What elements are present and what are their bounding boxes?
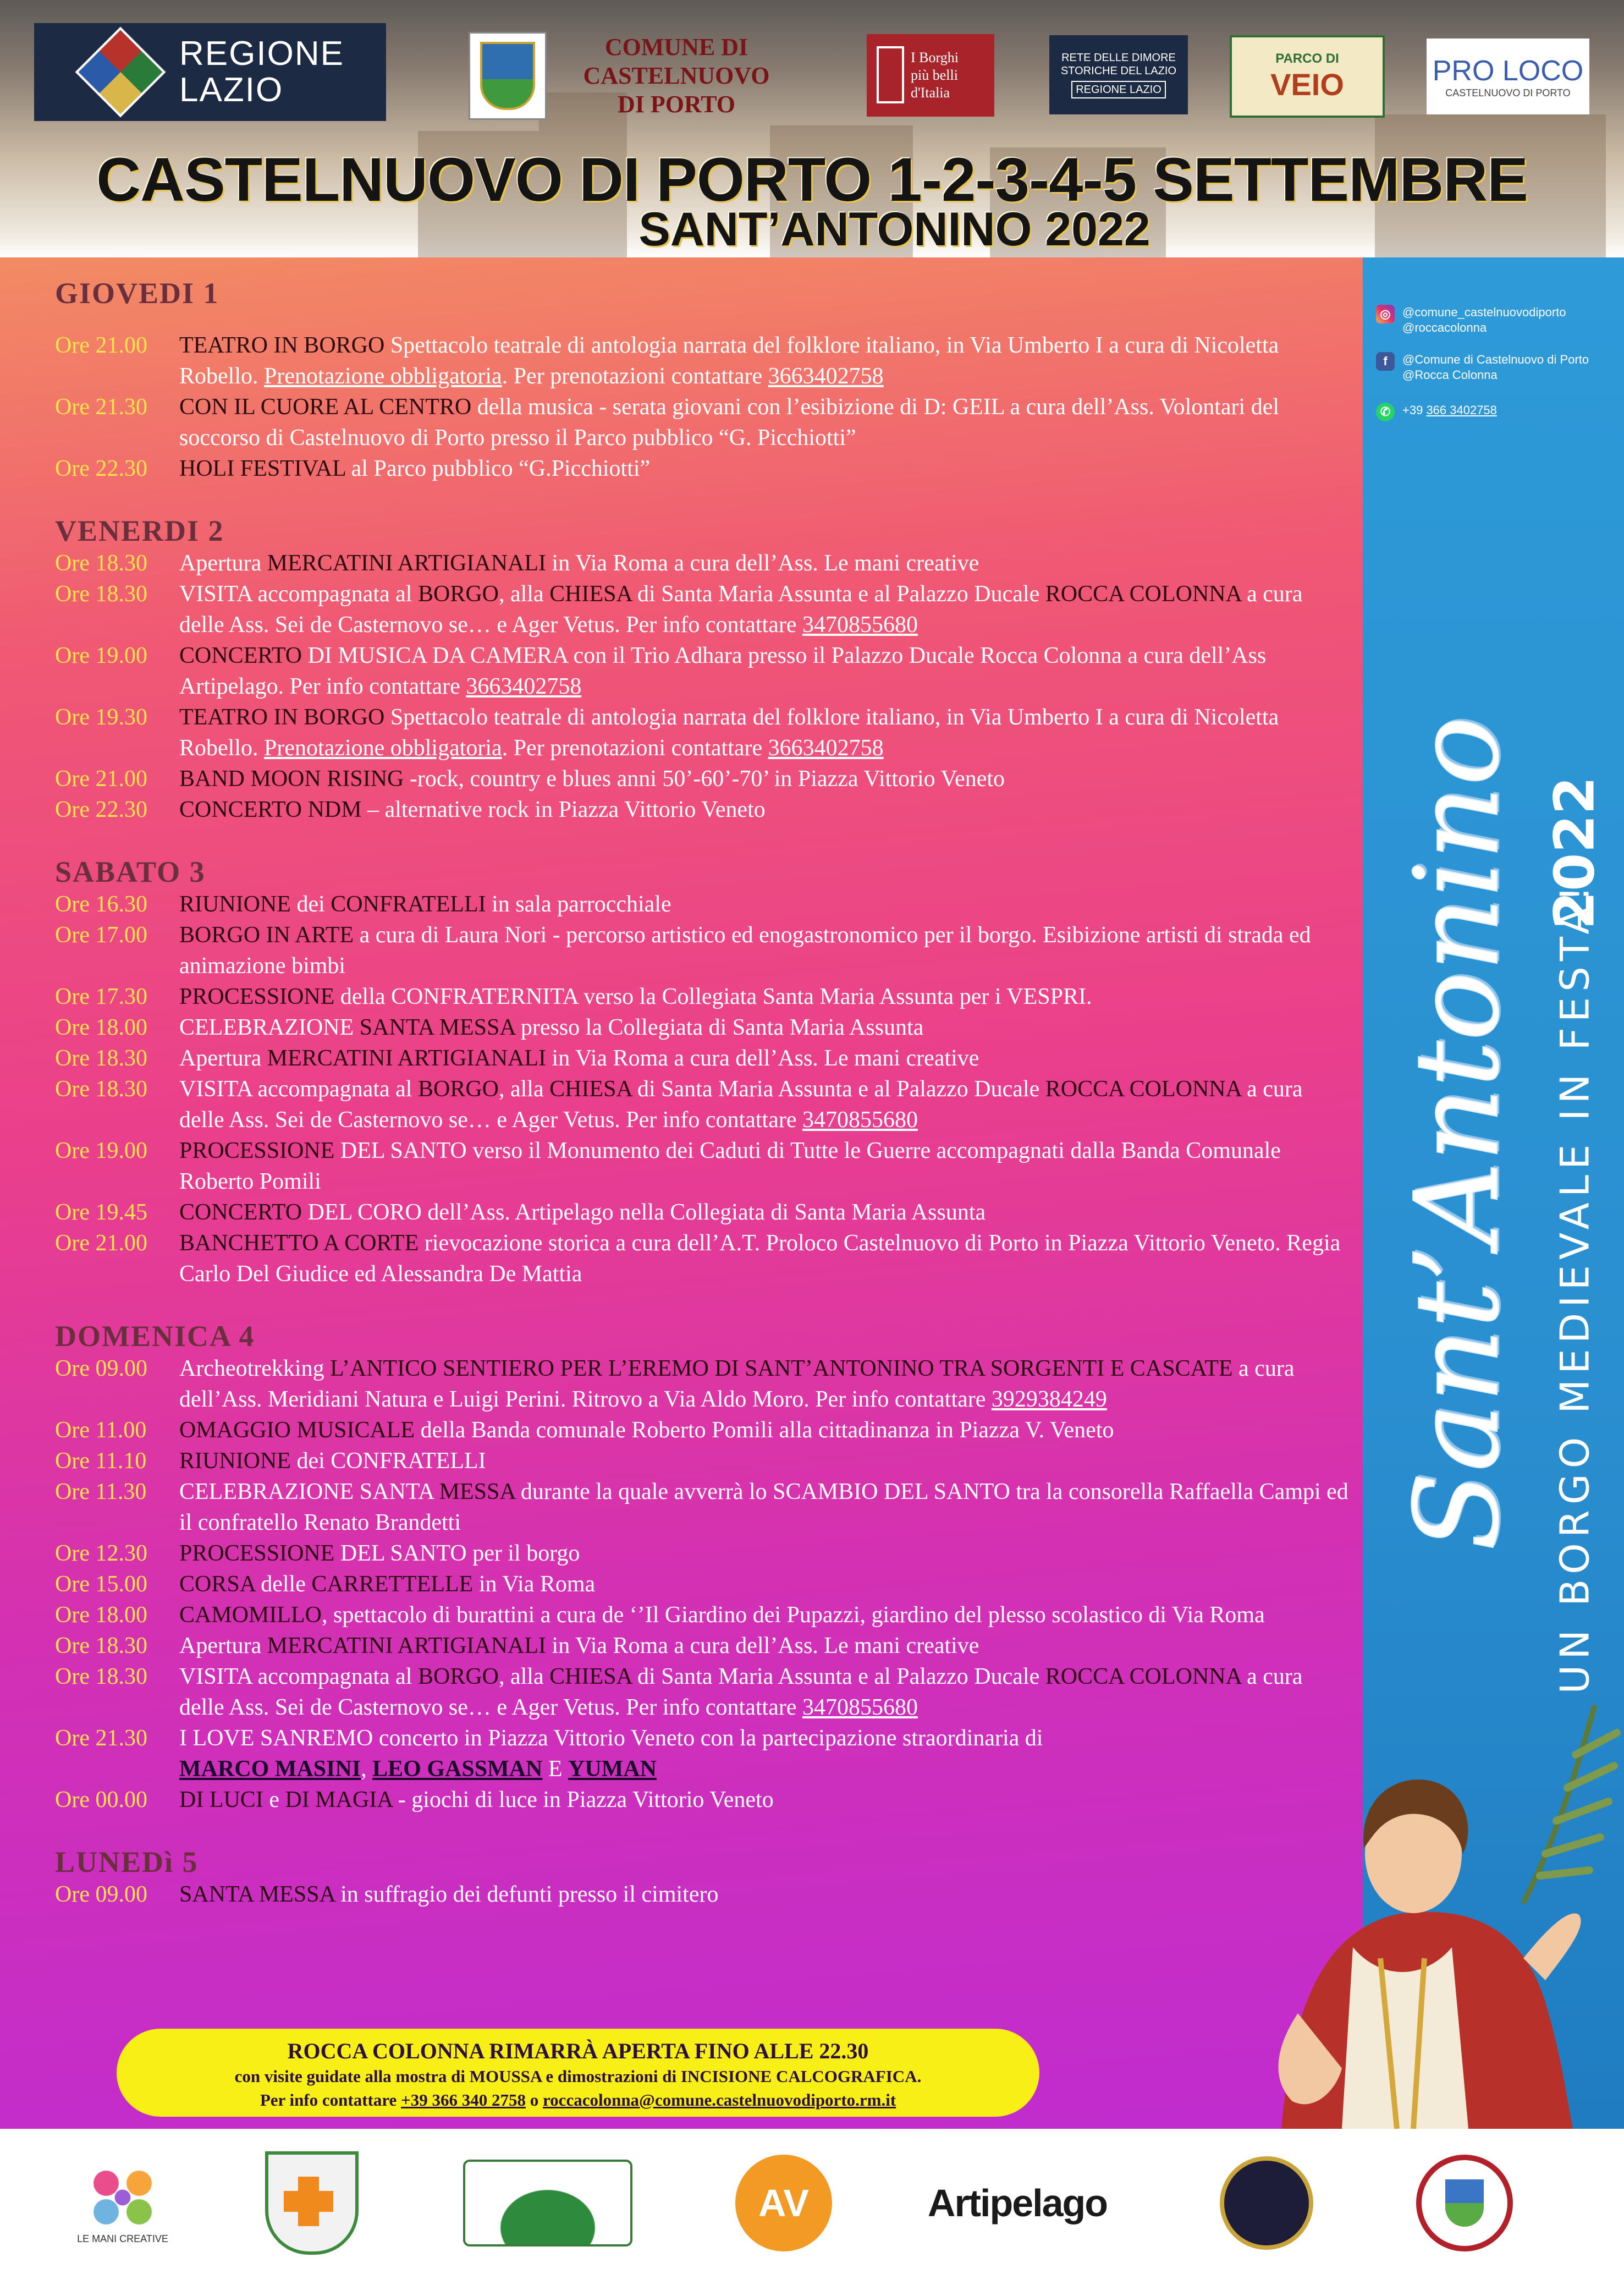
event-row (55, 330, 1353, 392)
event-time: Ore 18.30 (55, 581, 147, 607)
event-time: Ore 19.30 (55, 705, 147, 730)
instagram-icon: ◎ (1376, 305, 1395, 323)
event-highlight: BORGO IN ARTE (179, 922, 354, 948)
event-highlight: BORGO (417, 581, 499, 607)
event-highlight: BAND MOON RISING (179, 766, 404, 792)
event-highlight: PROCESSIONE (179, 1541, 335, 1566)
instagram-handle[interactable]: @roccacolonna (1402, 321, 1487, 334)
event-time: Ore 15.00 (55, 1572, 147, 1597)
event-text: . Per prenotazioni contattare (502, 364, 768, 389)
event-highlight: DI MAGIA (285, 1787, 393, 1812)
logo-word: PARCO DI (1275, 51, 1339, 66)
sei-de-casternovo-logo (1412, 2151, 1517, 2255)
event-row (55, 889, 1353, 920)
meridiani-natura-logo (462, 2151, 634, 2255)
event-highlight: PROCESSIONE (179, 984, 335, 1009)
event-row (55, 1043, 1353, 1074)
facebook-handle[interactable]: @Rocca Colonna (1402, 368, 1498, 382)
event-time: Ore 21.00 (55, 1231, 147, 1256)
event-text: a cura delle Ass. Sei de Casternovo se… e Ager Vetus. Per info contattare (179, 1664, 1303, 1720)
event-row (55, 1476, 1353, 1538)
event-highlight: SANTA MESSA (359, 1015, 515, 1040)
event-row (55, 764, 1353, 794)
lazio-crest-icon (75, 27, 166, 118)
event-highlight: CARRETTELLE (311, 1572, 474, 1597)
logo-word: DI PORTO (617, 91, 735, 118)
event-time: Ore 22.30 (55, 456, 147, 481)
event-time: Ore 11.00 (55, 1418, 147, 1443)
event-time: Ore 17.00 (55, 922, 147, 948)
event-time: Ore 18.00 (55, 1602, 147, 1628)
event-highlight: TEATRO IN BORGO (179, 705, 385, 730)
day-heading: SABATO 3 (55, 855, 206, 888)
event-highlight: TEATRO IN BORGO (179, 333, 385, 358)
event-row (55, 1353, 1353, 1415)
event-time: Ore 18.30 (55, 1633, 147, 1658)
event-text: Spettacolo teatrale di antologia narrata del folklore italiano, in Via Umberto I a cura di Nicoletta Robello. (179, 333, 1279, 389)
whatsapp-number[interactable]: 366 3402758 (1426, 403, 1497, 417)
event-time: Ore 19.00 (55, 1138, 147, 1163)
event-highlight: BORGO (417, 1076, 499, 1102)
event-text: in Via Roma a cura dell’Ass. Le mani creative (546, 1046, 979, 1071)
event-link[interactable]: 3470855680 (802, 612, 918, 638)
page-title: CASTELNUOVO DI PORTO 1-2-3-4-5 SETTEMBRE (96, 145, 1528, 214)
event-highlight: RIUNIONE (179, 1448, 291, 1474)
year-text: 2022 (1542, 776, 1607, 930)
event-text: della CONFRATERNITA verso la Collegiata Santa Maria Assunta per i VESPRI. (334, 984, 1092, 1009)
logo-word: LAZIO (179, 71, 284, 109)
event-link[interactable]: 3663402758 (768, 735, 884, 761)
shield-icon (480, 42, 535, 110)
whatsapp-icon: ✆ (1376, 403, 1395, 421)
logo-word: VEIO (1270, 67, 1344, 102)
tagline (1517, 880, 1624, 1694)
banner-contact (117, 2088, 1039, 2112)
event-highlight: OMAGGIO MUSICALE (179, 1418, 415, 1443)
event-highlight: YUMAN (568, 1756, 657, 1782)
event-text: e (263, 1787, 285, 1812)
event-highlight: ROCCA COLONNA (1045, 581, 1241, 607)
event-text: in suffragio dei defunti presso il cimitero (334, 1882, 719, 1907)
event-highlight: MERCATINI ARTIGIANALI (267, 1046, 547, 1071)
event-row (55, 1228, 1353, 1289)
event-link[interactable]: 3663402758 (466, 674, 582, 699)
event-highlight: MERCATINI ARTIGIANALI (267, 551, 547, 576)
event-highlight: DI LUCI (179, 1787, 263, 1812)
event-highlight: CON IL CUORE AL CENTRO (179, 394, 472, 420)
event-highlight: CONCERTO (179, 643, 302, 668)
saint-illustration (1215, 1672, 1624, 2129)
event-highlight: RIUNIONE (179, 892, 291, 917)
page-subtitle: SANT’ANTONINO 2022 (638, 203, 1150, 256)
event-row (55, 794, 1353, 825)
event-highlight: SANTA MESSA (179, 1882, 335, 1907)
saint-figure (1279, 1779, 1581, 2129)
event-link[interactable]: 3470855680 (802, 1107, 918, 1133)
event-text: dei CONFRATELLI (290, 1448, 486, 1474)
event-text: , spettacolo di burattini a cura de ‘’Il Giardino dei Pupazzi, giardino del plesso scolastico di Via Roma (322, 1602, 1265, 1628)
volontari-soccorso-logo (260, 2151, 364, 2255)
event-row (55, 1600, 1353, 1630)
event-text: Apertura (179, 1046, 267, 1071)
event-row (55, 1879, 1353, 1910)
event-highlight: CHIESA (549, 1076, 632, 1102)
event-text: , alla (499, 1076, 550, 1102)
event-text: in Via Roma a cura dell’Ass. Le mani creative (546, 551, 979, 576)
event-text: a cura delle Ass. Sei de Casternovo se… e Ager Vetus. Per info contattare (179, 581, 1303, 638)
event-text: in Via Roma (473, 1572, 596, 1597)
event-link[interactable]: 3929384249 (991, 1387, 1107, 1412)
event-text: , alla (499, 1664, 550, 1689)
event-row (55, 702, 1353, 764)
event-text: VISITA accompagnata al (179, 581, 418, 607)
banner-contact-label: Per info contattare (260, 2090, 401, 2110)
event-text: di Santa Maria Assunta e al Palazzo Ducale (631, 1664, 1045, 1689)
facebook-handle[interactable]: @Comune di Castelnuovo di Porto (1402, 353, 1589, 366)
event-row (55, 1135, 1353, 1197)
logo-word: PRO LOCO (1432, 54, 1584, 87)
logo-word: I Borghi (911, 50, 959, 65)
event-text: a cura di Laura Nori - percorso artistico ed enogastronomico per il borgo. Esibizione artisti di strada ed animazione bimbi (179, 922, 1311, 979)
event-text: della Banda comunale Roberto Pomili alla cittadinanza in Piazza V. Veneto (415, 1418, 1114, 1443)
event-highlight: LEO GASSMAN (372, 1756, 543, 1782)
comune-shield-logo (469, 32, 547, 120)
facebook-contact (1376, 352, 1589, 383)
event-time: Ore 21.00 (55, 766, 147, 792)
instagram-handle[interactable]: @comune_castelnuovodiporto (1402, 305, 1566, 319)
logo-word: CASTELNUOVO (583, 62, 770, 89)
event-text: I LOVE SANREMO concerto in Piazza Vittorio Veneto con la partecipazione straordinaria di (179, 1726, 1043, 1751)
instagram-contact (1376, 305, 1566, 336)
event-row (55, 981, 1353, 1012)
regione-lazio-logo (34, 23, 386, 121)
event-highlight: L’ANTICO SENTIERO PER L’EREMO DI SANT’ANTONINO TRA SORGENTI E CASCATE (330, 1356, 1233, 1381)
logo-word: più belli (911, 67, 958, 83)
event-time: Ore 09.00 (55, 1882, 147, 1907)
event-time: Ore 19.45 (55, 1200, 147, 1225)
event-link[interactable]: 3470855680 (802, 1695, 918, 1720)
ager-vetus-mark: AV (735, 2155, 832, 2251)
tower-icon (877, 46, 904, 103)
event-row (55, 1074, 1353, 1135)
event-text: durante la quale avverrà lo SCAMBIO DEL SANTO tra la consorella Raffaella Campi ed il confratello Renato Brandetti (179, 1479, 1348, 1535)
logo-word: CASTELNUOVO DI PORTO (1445, 87, 1571, 98)
logo-word: d'Italia (911, 85, 950, 101)
event-time: Ore 21.30 (55, 1726, 147, 1751)
event-text: CELEBRAZIONE SANTA (179, 1479, 439, 1504)
event-row (55, 453, 1353, 484)
event-row (55, 1415, 1353, 1446)
logo-word: RETE DELLE DIMORE (1061, 52, 1176, 64)
event-text: DI MUSICA DA CAMERA con il Trio Adhara presso il Palazzo Ducale Rocca Colonna a cura dell’Ass Artipelago. Per info contattare (179, 643, 1267, 699)
event-row (55, 1630, 1353, 1661)
day-heading: DOMENICA 4 (55, 1320, 255, 1353)
ager-vetus-logo (731, 2151, 836, 2255)
event-text: E (542, 1756, 569, 1782)
event-text: di Santa Maria Assunta e al Palazzo Ducale (631, 1076, 1045, 1102)
event-highlight: BORGO (417, 1664, 499, 1689)
event-text: al Parco pubblico “G.Picchiotti” (345, 456, 651, 481)
event-time: Ore 19.00 (55, 643, 147, 668)
logo-word: REGIONE LAZIO (1071, 81, 1166, 98)
event-time: Ore 18.30 (55, 1664, 147, 1689)
event-time: Ore 18.30 (55, 1076, 147, 1102)
event-text: di Santa Maria Assunta e al Palazzo Ducale (631, 581, 1045, 607)
event-link[interactable]: Prenotazione obbligatoria (264, 364, 502, 389)
event-text: CELEBRAZIONE (179, 1015, 360, 1040)
event-row (55, 920, 1353, 981)
event-text: – alternative rock in Piazza Vittorio Veneto (361, 797, 766, 822)
footer-sponsors (0, 2129, 1624, 2274)
event-link[interactable]: 3663402758 (768, 364, 884, 389)
event-link[interactable]: Prenotazione obbligatoria (264, 735, 502, 761)
event-time: Ore 11.10 (55, 1448, 147, 1474)
banner-contact-sep: o (525, 2090, 543, 2110)
event-highlight: CORSA (179, 1572, 255, 1597)
event-highlight: ROCCA COLONNA (1045, 1076, 1241, 1102)
event-time: Ore 09.00 (55, 1356, 147, 1381)
event-text: a cura delle Ass. Sei de Casternovo se… e Ager Vetus. Per info contattare (179, 1076, 1303, 1133)
script-title: Sant’Antonino (1390, 716, 1525, 1551)
event-highlight: CONCERTO NDM (179, 797, 362, 822)
banda-pomili-logo (1214, 2151, 1319, 2255)
borghi-logo (867, 34, 994, 117)
event-highlight: PROCESSIONE (179, 1138, 335, 1163)
event-highlight: MERCATINI ARTIGIANALI (267, 1633, 547, 1658)
event-text: -rock, country e blues anni 50’-60’-70’ in Piazza Vittorio Veneto (404, 766, 1005, 792)
event-row (55, 1012, 1353, 1043)
event-row (55, 1723, 1353, 1784)
event-time: Ore 21.00 (55, 333, 147, 358)
event-row (55, 1538, 1353, 1569)
event-highlight: BANCHETTO A CORTE (179, 1231, 419, 1256)
header (0, 0, 1624, 257)
event-text: della musica - serata giovani con l’esibizione di D: GEIL a cura dell’Ass. Volontari del soccorso di Castelnuovo di Porto presso il Parco pubblico “G. Picchiotti” (179, 394, 1280, 451)
event-highlight: CHIESA (549, 581, 632, 607)
logo-word: REGIONE (179, 35, 344, 73)
logo-word: STORICHE DEL LAZIO (1060, 65, 1177, 77)
logo-word: LE MANI CREATIVE (77, 2233, 168, 2244)
event-text: Apertura (179, 1633, 267, 1658)
event-text: in sala parrocchiale (486, 892, 671, 917)
medical-cross-icon (265, 2151, 359, 2255)
event-time: Ore 21.30 (55, 394, 147, 420)
schedule (55, 276, 1353, 1910)
event-highlight: ROCCA COLONNA (1045, 1664, 1241, 1689)
event-time: Ore 18.30 (55, 551, 147, 576)
leaf-icon (463, 2160, 632, 2246)
event-text: - giochi di luce in Piazza Vittorio Veneto (392, 1787, 774, 1812)
banner-email-link[interactable]: roccacolonna@comune.castelnuovodiporto.rm.it (542, 2090, 896, 2110)
event-time: Ore 12.30 (55, 1541, 147, 1566)
parco-veio-logo (1230, 35, 1385, 118)
facebook-icon: f (1376, 352, 1395, 371)
rocca-colonna-banner (117, 2029, 1039, 2117)
event-time: Ore 18.00 (55, 1015, 147, 1040)
event-text: dei (290, 892, 331, 917)
banner-title: ROCCA COLONNA RIMARRÀ APERTA FINO ALLE 22.30 (287, 2039, 869, 2063)
event-text: VISITA accompagnata al (179, 1076, 418, 1102)
event-row (55, 1661, 1353, 1723)
logo-word: COMUNE DI (604, 34, 748, 61)
event-row (55, 1197, 1353, 1228)
event-highlight: MESSA (439, 1479, 515, 1504)
banner-phone-link[interactable]: +39 366 340 2758 (401, 2090, 526, 2110)
tagline-text: UN BORGO MEDIEVALE IN FESTA! (1551, 880, 1598, 1694)
day-heading: GIOVEDI 1 (55, 277, 219, 310)
event-highlight: CONFRATELLI (331, 892, 486, 917)
event-row (55, 1569, 1353, 1600)
event-text: . Per prenotazioni contattare (502, 735, 768, 761)
event-text: rievocazione storica a cura dell’A.T. Proloco Castelnuovo di Porto in Piazza Vittorio Veneto. Regia Carlo Del Giudice ed Alessandra De Mattia (179, 1231, 1341, 1287)
event-time: Ore 11.30 (55, 1479, 147, 1504)
event-highlight: HOLI FESTIVAL (179, 456, 346, 481)
event-row (55, 1784, 1353, 1815)
event-text: Archeotrekking (179, 1356, 331, 1381)
proloco-logo (1427, 39, 1589, 114)
event-text: , alla (499, 581, 550, 607)
event-row (55, 579, 1353, 640)
event-text: in Via Roma a cura dell’Ass. Le mani creative (546, 1633, 979, 1658)
event-row (55, 392, 1353, 453)
event-time: Ore 17.30 (55, 984, 147, 1009)
event-row (55, 1446, 1353, 1476)
event-text: VISITA accompagnata al (179, 1664, 418, 1689)
event-time: Ore 16.30 (55, 892, 147, 917)
event-text: presso la Collegiata di Santa Maria Assunta (515, 1015, 924, 1040)
whatsapp-prefix: +39 (1402, 403, 1427, 417)
event-text: DEL SANTO per il borgo (334, 1541, 580, 1566)
event-highlight: CHIESA (549, 1664, 632, 1689)
event-time: Ore 22.30 (55, 797, 147, 822)
event-highlight: CONCERTO (179, 1200, 302, 1225)
event-text: Spettacolo teatrale di antologia narrata del folklore italiano, in Via Umberto I a cura di Nicoletta Robello. (179, 705, 1279, 761)
event-highlight: MARCO MASINI (179, 1756, 361, 1782)
event-row (55, 548, 1353, 579)
flower-icon (81, 2162, 164, 2233)
comune-logo-text (572, 26, 781, 125)
sant-antonino-script (1375, 605, 1540, 1661)
event-row (55, 640, 1353, 702)
day-heading: LUNEDì 5 (55, 1845, 199, 1878)
association-badge-icon (1416, 2155, 1513, 2251)
event-time: Ore 00.00 (55, 1787, 147, 1812)
event-text: DEL SANTO verso il Monumento dei Caduti di Tutte le Guerre accompagnati dalla Banda Comunale Roberto Pomili (179, 1138, 1281, 1194)
whatsapp-contact (1376, 403, 1497, 421)
dimore-storiche-logo (1049, 35, 1188, 114)
event-time: Ore 18.30 (55, 1046, 147, 1071)
day-heading: VENERDI 2 (55, 514, 224, 547)
band-badge-icon (1220, 2156, 1313, 2250)
event-text: , (361, 1756, 373, 1782)
event-text: Apertura (179, 551, 267, 576)
event-text: DEL CORO dell’Ass. Artipelago nella Collegiata di Santa Maria Assunta (302, 1200, 986, 1225)
banner-subtitle: con visite guidate alla mostra di MOUSSA e dimostrazioni di INCISIONE CALCOGRAFICA. (234, 2067, 922, 2086)
palm-frond-icon (1523, 1705, 1617, 1903)
artipelago-logo: Artipelago (927, 2182, 1108, 2224)
event-text: delle (255, 1572, 312, 1597)
event-highlight: CAMOMILLO (179, 1602, 322, 1628)
le-mani-creative-logo (76, 2151, 169, 2255)
event-text: a cura dell’Ass. Meridiani Natura e Luigi Perini. Ritrovo a Via Aldo Moro. Per info contattare (179, 1356, 1295, 1412)
program (0, 257, 1363, 2129)
